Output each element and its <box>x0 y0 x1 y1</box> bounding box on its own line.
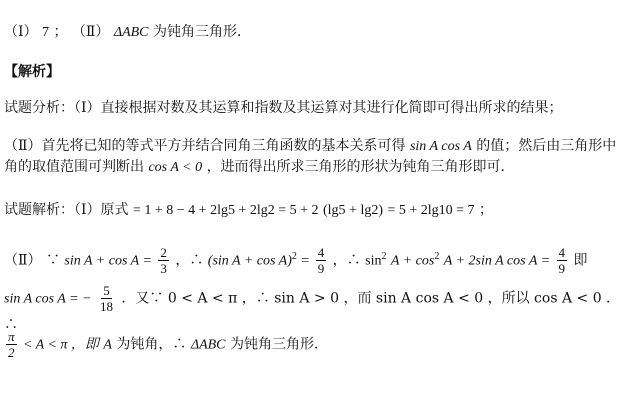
thought-line-3 <box>4 157 515 178</box>
part2-s5: ．又∵ 0 < A < π ，∴ sin A > 0 ，而 sin A cos A < 0 ，所以 cos A < 0 ．∴ <box>4 290 621 333</box>
part2-s6: < A < π ，即 <box>22 337 99 353</box>
part2-s1: sin A + cos A = <box>64 253 152 269</box>
answer-line <box>4 22 251 43</box>
answer-part2-label: （Ⅱ） <box>71 24 110 40</box>
part2-line-1: （Ⅱ） ∵ sin A + cos A = $\frac{2}{3}$ ，∴ (sin A + cos A)$^2$ = $\frac{4}{9}$ ，∴ $\sin^2 A + \cos^2 A + 2\sin$ A cos A = $\frac{4}{9}$ 即 <box>4 245 588 276</box>
therefore-symbol-2: ∴ <box>346 252 361 269</box>
thought-label: 试题分析： <box>4 100 74 116</box>
thought-part2-c: 角的取值范围可判断出 <box>4 159 144 175</box>
part2-s3c: A + 2sin A cos A = <box>443 253 551 269</box>
part2-line-2 <box>4 283 630 334</box>
thought-part1: （Ⅰ）直接根据对数及其运算和指数及其运算对其进行化简即可得出所求的结果； <box>74 100 563 116</box>
thought-part2-b: 的值；然后由三角形中 <box>476 138 617 154</box>
solution-label: 试题解析：（Ⅰ）原式 <box>4 202 129 218</box>
analysis-heading: 【解析】 <box>4 64 60 80</box>
part2-s6-b: 为钝角，∴ <box>116 336 187 353</box>
solution-expr-c: = 5 + 2lg10 = 7 <box>387 203 475 218</box>
fraction-4-9-b: $\frac{4}{9}$ <box>558 245 566 276</box>
part2-s4: sin A cos A = − <box>4 291 92 307</box>
thought-part2-a: （Ⅱ）首先将已知的等式平方并结合同角三角函数的基本关系可得 <box>4 138 406 154</box>
answer-part1-value: 7 <box>41 25 49 40</box>
answer-part2-text: 为钝角三角形． <box>152 24 251 40</box>
solution-line-1 <box>4 200 493 221</box>
thought-expr-sinacosa: sin A cos A <box>409 139 472 154</box>
thought-part2-d: ，进而得出所求三角形的形状为钝角三角形即可． <box>206 159 515 175</box>
thought-line-1 <box>4 98 563 118</box>
part2-exp2: 2 <box>291 250 297 262</box>
part2-s2: (sin A + cos A) <box>207 253 292 269</box>
answer-triangle: ΔABC <box>113 25 149 40</box>
part2-s2-eq: = <box>301 253 310 269</box>
solution-expr-b: (lg5 + lg2) <box>323 203 383 218</box>
fraction-5-18: $\frac{5}{18}$ <box>99 283 113 314</box>
part2-s6-a: A <box>103 337 112 353</box>
part2-s6-c: 为钝角三角形． <box>229 336 328 353</box>
part2-s3b: A + cos <box>390 253 435 269</box>
part2-ji: 即 <box>573 252 588 269</box>
because-symbol: ∵ <box>45 252 60 269</box>
part2-s6-tri: ΔABC <box>190 337 226 353</box>
answer-part1-label: （Ⅰ） <box>4 24 38 40</box>
part2-label: （Ⅱ） <box>4 252 42 269</box>
thought-expr-cosa: cos A < 0 <box>148 160 203 175</box>
solution-expr-a: = 1 + 8 − 4 + 2lg5 + 2lg2 = 5 + 2 <box>132 203 319 218</box>
thought-line-2 <box>4 136 616 157</box>
part2-s3a: sin <box>365 253 382 269</box>
therefore-symbol: ∴ <box>189 252 204 269</box>
answer-separator: ； <box>53 24 68 40</box>
solution-end: ； <box>478 202 493 218</box>
part2-line-3 <box>4 329 328 360</box>
fraction-2-3: $\frac{2}{3}$ <box>160 245 167 276</box>
fraction-pi-2: $\frac{\pi}{2}$ <box>8 329 15 360</box>
fraction-4-9-a: $\frac{4}{9}$ <box>317 245 325 276</box>
